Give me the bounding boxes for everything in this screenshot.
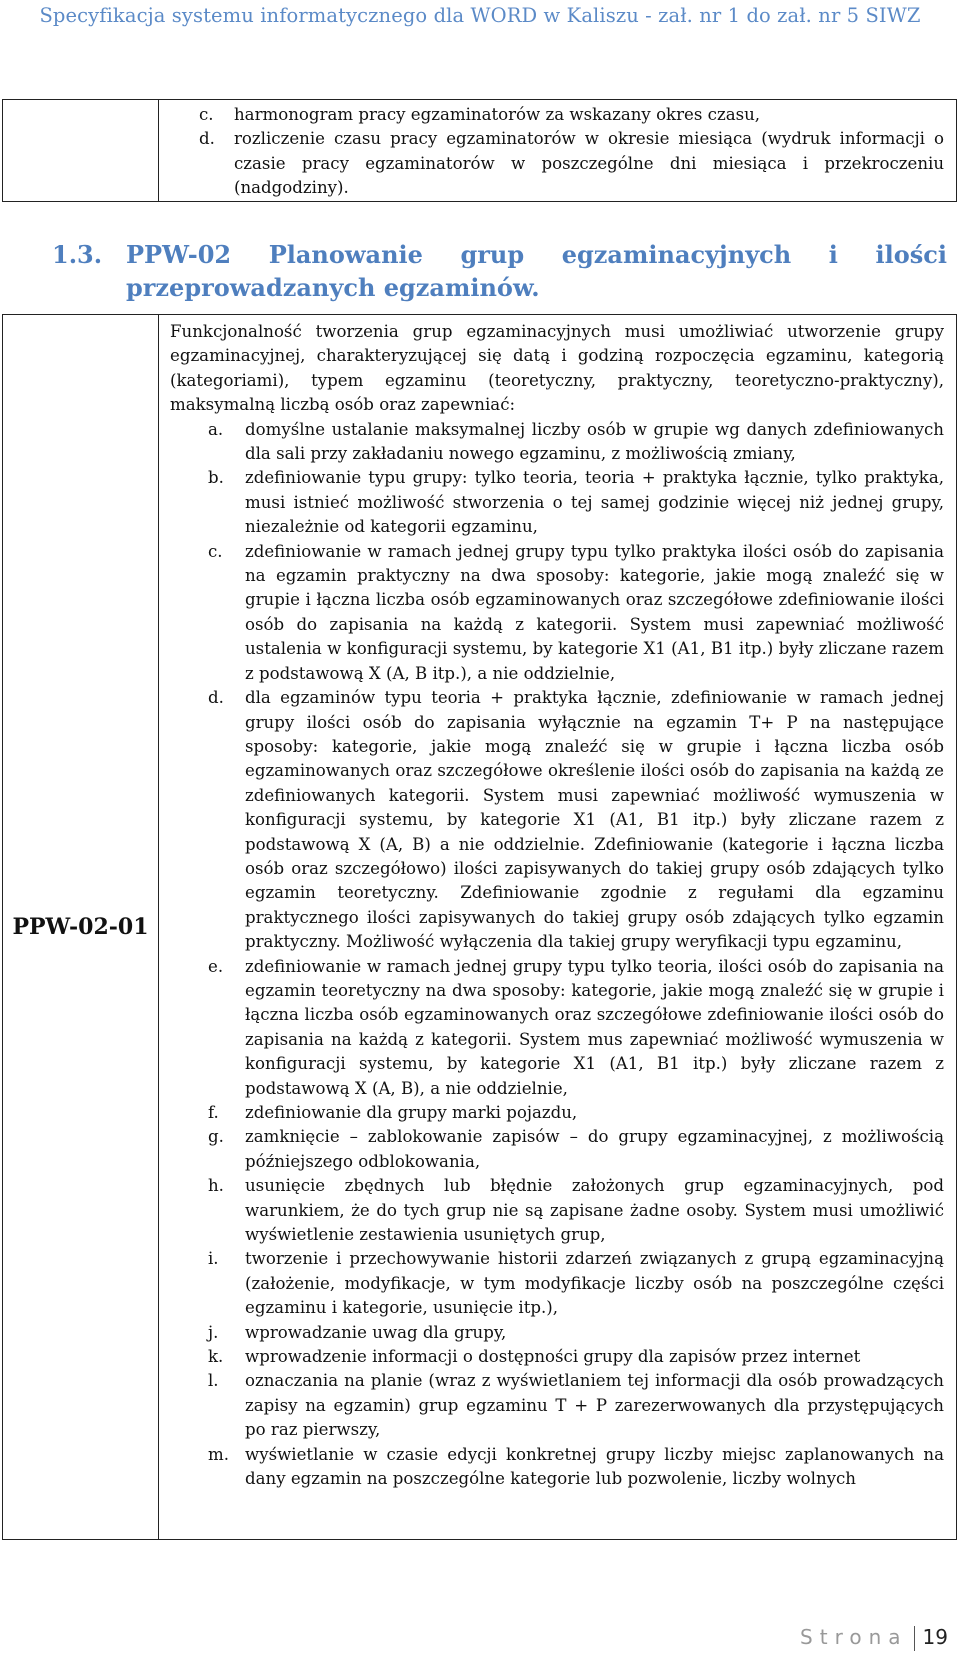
- list-item: c. harmonogram pracy egzaminatorów za wskazany okres czasu,: [199, 105, 761, 124]
- list-item: g. zamknięcie – zablokowanie zapisów – do grupy egzaminacyjnej, z możliwością późniejszego odblokowania,: [208, 1127, 944, 1171]
- list-item: l. oznaczania na planie (wraz z wyświetlaniem tej informacji dla osób prowadzących zapisy na egzamin) grup egzaminu T + P zarezerwowanych dla przystępujących po raz pierwszy,: [208, 1371, 944, 1440]
- section-title-line2: przeprowadzanych egzaminów.: [126, 273, 540, 302]
- list-item: c. zdefiniowanie w ramach jednej grupy typu tylko praktyka ilości osób do zapisania na egzamin praktyczny na dwa sposoby: kategorie, jakie mogą znaleźć się w grupie i łączna liczba osób egzaminowanych oraz szczegółowe zdefiniowanie ilości osób do zapisania na każdą z kategorii. System musi zapewniać możliwość ustalenia w konfiguracji systemu, by kategorie X1 (A1, B1 itp.) były zliczane razem z podstawową X (A, B itp.), a nie oddzielnie,: [208, 541, 944, 683]
- footer-divider: [914, 1626, 915, 1651]
- prev-items-list: [199, 103, 944, 201]
- requirement-id-cell: [3, 100, 159, 202]
- list-item: e. zdefiniowanie w ramach jednej grupy typu tylko teoria, ilości osób do zapisania na egzamin teoretyczny na dwa sposoby: kategorie, jakie mogą znaleźć się w grupie i łączna liczba osób egzaminowanych oraz szczegółowe zdefiniowanie ilości osób do zapisania na każdą z kategorii. System mus zapewniać możliwość wymuszenia w konfiguracji systemu, by kategorie X1 (A1, B1 itp.) były zliczane razem z podstawową X (A, B), a nie oddzielnie,: [208, 956, 944, 1098]
- document-header: Specyfikacja systemu informatycznego dla WORD w Kaliszu - zał. nr 1 do zał. nr 5 SIWZ: [39, 4, 921, 27]
- page-label: Strona: [800, 1625, 908, 1649]
- list-item: j. wprowadzanie uwag dla grupy,: [208, 1322, 507, 1342]
- requirement-table: [2, 314, 957, 1540]
- requirement-id: PPW-02-01: [3, 315, 159, 1540]
- list-item: d. rozliczenie czasu pracy egzaminatorów w okresie miesiąca (wydruk informacji o czasie pracy egzaminatorów w poszczególne dni miesiąca i przekroczeniu (nadgodziny).: [199, 129, 944, 198]
- section-heading: [52, 238, 947, 304]
- list-item: a. domyślne ustalanie maksymalnej liczby osób w grupie wg danych zdefiniowanych dla sali przy zakładaniu nowego egzaminu, z możliwością zmiany,: [208, 419, 944, 464]
- list-item: h. usunięcie zbędnych lub błędnie założonych grup egzaminacyjnych, pod warunkiem, że do tych grup nie są zapisane żadne osoby. System musi umożliwić wyświetlenie zestawienia usuniętych grup,: [208, 1176, 944, 1245]
- requirement-intro: Funkcjonalność tworzenia grup egzaminacyjnych musi umożliwiać utworzenie grupy egzaminacyjnej, charakteryzującej się datą i godziną rozpoczęcia egzaminu, kategorią (kategoriami), typem egzaminu (teoretyczny, praktyczny, teoretyczno-praktyczny), maksymalną liczbą osób oraz zapewniać:: [170, 322, 944, 415]
- previous-requirement-table: [2, 99, 957, 202]
- list-item: f. zdefiniowanie dla grupy marki pojazdu,: [208, 1103, 578, 1122]
- requirement-body-cell: [159, 100, 957, 202]
- requirement-body-cell: [159, 315, 957, 1540]
- list-item: m. wyświetlanie w czasie edycji konkretnej grupy liczby miejsc zaplanowanych na dany egzamin na poszczególne kategorie lub pozwolenie, liczby wolnych: [208, 1444, 944, 1489]
- page-number: 19: [922, 1625, 948, 1649]
- list-item: b. zdefiniowanie typu grupy: tylko teoria, teoria + praktyka łącznie, tylko praktyka, musi istnieć możliwość stworzenia o tej samej godzinie więcej niż jednej grupy, niezależnie od kategorii egzaminu,: [208, 468, 944, 537]
- list-item: i. tworzenie i przechowywanie historii zdarzeń związanych z grupą egzaminacyjną (założenie, modyfikacje, w tym modyfikacje liczby osób na poszczególne części egzaminu i kategorie, usunięcie itp.),: [208, 1249, 944, 1318]
- list-item: k. wprowadzenie informacji o dostępności grupy dla zapisów przez internet: [208, 1347, 861, 1367]
- page-footer: [800, 1625, 948, 1651]
- section-title-line1: PPW-02 Planowanie grup egzaminacyjnych i ilości: [126, 240, 947, 269]
- requirement-items-list: [170, 418, 944, 1492]
- list-item: d. dla egzaminów typu teoria + praktyka łącznie, zdefiniowanie w ramach jednej grupy ilości osób do zapisania wyłącznie na egzamin T+ P na następujące sposoby: kategorie, jakie mogą znaleźć się w grupie i łączna liczba osób egzaminowanych oraz szczegółowe określenie ilości osób do zapisania na każdą ze zdefiniowanych kategorii. System musi zapewniać możliwość wymuszenia w konfiguracji systemu, by kategorie X1 (A1, B1 itp.) były zliczane razem z podstawową X (A, B) a nie oddzielnie. Zdefiniowanie (kategorie i łączna liczba osób oraz szczegółowo) ilości zapisywanych do takiej grupy osób zdających tylko egzamin teoretyczny. Zdefiniowanie zgodnie z regułami dla egzaminu praktycznego ilości zapisywanych do takiej grupy osób zdających tylko egzamin praktyczny. Możliwość wyłączenia dla takiej grupy weryfikacji typu egzaminu,: [208, 688, 944, 952]
- section-number: 1.3.: [52, 240, 103, 269]
